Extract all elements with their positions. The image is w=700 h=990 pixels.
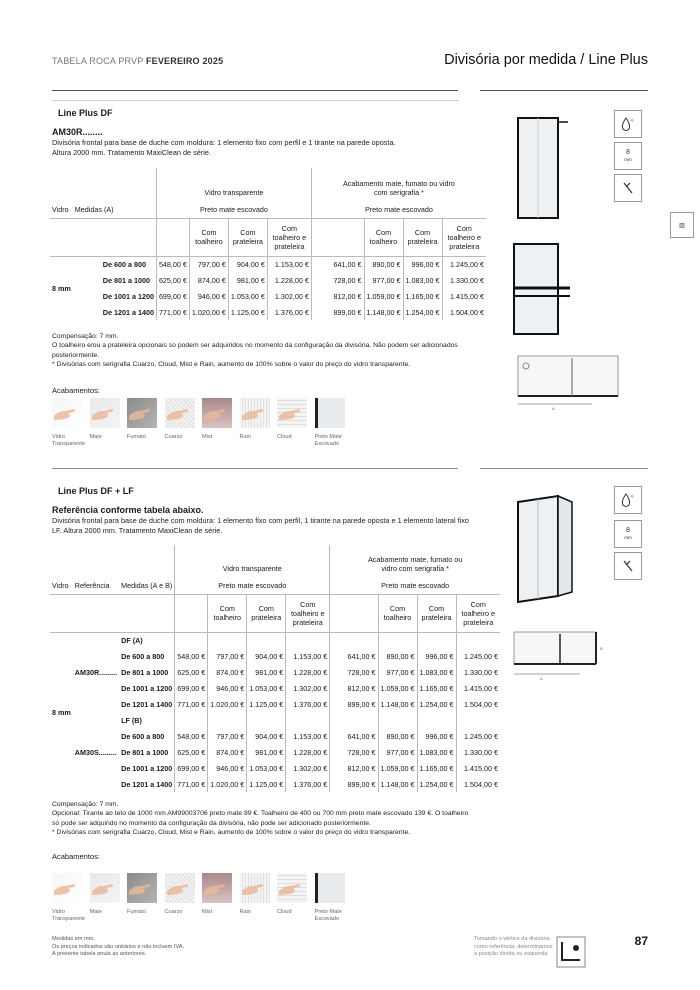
finish-swatch (165, 398, 195, 428)
col-toalheiro-2: Com toalheiro (378, 594, 417, 632)
col-vidro: Vidro (50, 202, 73, 218)
page-title: Divisória por medida / Line Plus (444, 52, 648, 68)
section1-acabamentos-label: Acabamentos: (52, 386, 100, 395)
finish-label (277, 909, 292, 916)
price-cell: 904,00 € (247, 728, 286, 744)
price-cell: 699,00 € (175, 760, 208, 776)
finish-swatch (240, 398, 270, 428)
finish-label (127, 434, 146, 441)
finish-label (240, 434, 252, 441)
finish-swatch (165, 873, 195, 903)
price-cell: 904,00 € (228, 256, 267, 272)
thickness-value: 8 (626, 149, 630, 156)
price-cell: 996,00 € (403, 256, 442, 272)
price-cell: 1.228,00 € (286, 664, 330, 680)
price-cell: 1.415,00 € (442, 288, 486, 304)
price-cell: 641,00 € (330, 728, 378, 744)
col-toalheiro-prateleira-2: Com toalheiro e prateleira (456, 594, 500, 632)
price-cell: 1.148,00 € (364, 304, 403, 320)
table-row (50, 304, 486, 320)
price-cell: 1.148,00 € (378, 696, 417, 712)
price-cell: 1.330,00 € (456, 664, 500, 680)
thickness-unit: mm (624, 157, 632, 162)
price-cell: 1.125,00 € (247, 696, 286, 712)
measure-range: De 1001 a 1200 (121, 763, 173, 773)
price-cell: 1.053,00 € (228, 288, 267, 304)
thickness-icon (614, 520, 642, 548)
price-cell: 1.059,00 € (378, 760, 417, 776)
price-cell: 699,00 € (175, 680, 208, 696)
finish-label-line: Vidro (52, 434, 65, 440)
plan-diagram-df (512, 352, 632, 412)
finish-swatch (127, 398, 157, 428)
finish-label (315, 909, 342, 923)
header-rule-right (480, 90, 648, 91)
finish-label-line: Cloud (277, 434, 292, 440)
table-row (50, 712, 500, 728)
price-cell: 1.083,00 € (417, 664, 456, 680)
note: Opcional: Tirante ao teto de 1000 mm AM99003706 preto mate 89 €. Toalheiro de 400 ou 700 mm preto mate escovado 139 €. O toalheiro só pode ser adquirido no momento da configuração da divisória, não pode ser adicionado posteriormente. (52, 810, 469, 827)
tab-marker-icon: ▥ (670, 212, 694, 238)
measure-range: De 1001 a 1200 (121, 683, 173, 693)
price-cell: 812,00 € (311, 288, 364, 304)
price-cell: 977,00 € (378, 664, 417, 680)
sub-preto-2: Preto mate escovado (330, 578, 500, 594)
finish-label-line: Rain (239, 434, 252, 440)
measure-range: De 1201 a 1400 (102, 307, 154, 317)
finish-label (202, 909, 212, 916)
page-number: 87 (634, 934, 648, 948)
svg-text:A: A (540, 676, 543, 681)
price-cell: 899,00 € (311, 304, 364, 320)
price-cell: 548,00 € (175, 648, 208, 664)
col-prateleira: Com prateleira (228, 218, 267, 256)
plan-diagram-df-lf (510, 630, 610, 682)
note: * Divisórias com serigrafia Cuarzo, Cloud, Mist e Rain, aumento de 100% sobre o valor do preço do vidro transparente. (52, 828, 411, 836)
price-cell: 1.053,00 € (247, 680, 286, 696)
finish-swatch (90, 873, 120, 903)
section2-description: Divisória frontal para base de duche com moldura: 1 elemento fixo com perfil, 1 tirante na parede oposta e 1 elemento lateral fixo LF. Altura 2000 mm. Tratamento MaxiClean de série. (52, 516, 469, 535)
measure-range: De 801 a 1000 (121, 667, 169, 677)
price-cell: 1.245,00 € (442, 256, 486, 272)
price-cell: 728,00 € (330, 744, 378, 760)
footer-line: Os preços indicados são unitários e não incluem IVA. (52, 943, 185, 950)
price-cell: 625,00 € (175, 664, 208, 680)
group-acabamento: Acabamento mate, fumato ou vidro com serigrafia * (330, 545, 500, 578)
note: O toalheiro e/ou a prateleira opcionais so podem ser adquiridos no momento da configuração da divisória. Não podem ser adicionados posteriormente. (52, 342, 458, 359)
finish-swatch (315, 873, 345, 903)
finish-label-line: Transparente (52, 441, 86, 447)
price-cell: 977,00 € (364, 272, 403, 288)
table-row (50, 632, 500, 648)
section2-model: Referência conforme tabela abaixo. (52, 505, 204, 515)
price-cell: 874,00 € (208, 744, 247, 760)
col-toalheiro-prateleira-2: Com toalheiro e prateleira (442, 218, 486, 256)
finish-label (202, 434, 212, 441)
price-cell: 1.228,00 € (286, 744, 330, 760)
price-cell: 641,00 € (311, 256, 364, 272)
price-cell: 981,00 € (228, 272, 267, 288)
finish-label-line: Vidro (52, 909, 65, 915)
price-cell: 1.330,00 € (456, 744, 500, 760)
finish-label-line: Transparente (52, 916, 86, 922)
price-cell: 1.376,00 € (267, 304, 311, 320)
finish-label (90, 434, 102, 441)
sub-preto-2: Preto mate escovado (311, 202, 486, 218)
price-cell: 1.376,00 € (286, 696, 330, 712)
group-acabamento: Acabamento mate, fumato ou vidro com serigrafia * (311, 168, 486, 202)
measure-range: De 1201 a 1400 (121, 779, 173, 789)
finish-label-line: Mate (89, 434, 102, 440)
col-prateleira-2: Com prateleira (417, 594, 456, 632)
price-cell: 1.083,00 € (417, 744, 456, 760)
footer-hint: Tomando o vértice da divisória como referência, determinamos a posição direita ou esquerda (474, 936, 553, 957)
vidro-thickness: 8 mm (52, 283, 71, 293)
product-image-df-2 (508, 238, 578, 338)
section1-price-table (50, 168, 486, 320)
finish-label (277, 434, 292, 441)
svg-text:A: A (552, 406, 555, 411)
price-cell: 625,00 € (156, 272, 189, 288)
shower-tool-icon (614, 174, 642, 202)
price-cell: 874,00 € (208, 664, 247, 680)
price-cell: 1.245,00 € (456, 648, 500, 664)
measure-range: De 600 a 800 (121, 731, 165, 741)
group-label: DF (A) (121, 635, 143, 645)
sep (52, 100, 458, 101)
price-cell: 1.165,00 € (417, 680, 456, 696)
finish-label (165, 909, 183, 916)
finish-label-line: Rain (239, 909, 252, 915)
price-cell: 981,00 € (247, 744, 286, 760)
finish-label (165, 434, 183, 441)
price-cell: 1.148,00 € (378, 776, 417, 792)
price-cell: 890,00 € (364, 256, 403, 272)
finish-label (240, 909, 252, 916)
section1-notes (52, 332, 472, 369)
price-cell: 1.504,00 € (456, 776, 500, 792)
price-cell: 771,00 € (156, 304, 189, 320)
section1-model: AM30R........ (52, 127, 103, 137)
price-cell: 812,00 € (330, 760, 378, 776)
price-cell: 996,00 € (417, 728, 456, 744)
price-cell: 548,00 € (175, 728, 208, 744)
col-prateleira-2: Com prateleira (403, 218, 442, 256)
price-cell: 890,00 € (378, 648, 417, 664)
reference-code: AM30S......... (74, 747, 117, 757)
finish-swatch (127, 873, 157, 903)
price-cell: 946,00 € (208, 760, 247, 776)
finish-label-line: Cuarzo (164, 909, 183, 915)
price-cell: 1.254,00 € (417, 776, 456, 792)
price-cell: 771,00 € (175, 776, 208, 792)
price-cell: 1.059,00 € (378, 680, 417, 696)
col-vidro: Vidro (50, 578, 73, 594)
price-cell: 996,00 € (417, 648, 456, 664)
measure-range: De 801 a 1000 (121, 747, 169, 757)
water-drop-icon (614, 486, 642, 514)
price-cell: 1.254,00 € (403, 304, 442, 320)
finish-label (52, 909, 85, 923)
section1-title: Line Plus DF (58, 108, 113, 118)
price-cell: 728,00 € (330, 664, 378, 680)
col-medidas: Medidas (A) (73, 202, 157, 218)
price-cell: 899,00 € (330, 696, 378, 712)
price-cell: 1.302,00 € (267, 288, 311, 304)
product-image-df-1 (510, 112, 570, 222)
measure-range: De 600 a 800 (121, 651, 165, 661)
measure-range: De 801 a 1000 (102, 275, 150, 285)
table-row (50, 288, 486, 304)
price-cell: 1.020,00 € (208, 696, 247, 712)
finish-swatch (202, 398, 232, 428)
group-label: LF (B) (121, 715, 142, 725)
col-toalheiro-2: Com toalheiro (364, 218, 403, 256)
price-cell: 899,00 € (330, 776, 378, 792)
price-cell: 548,00 € (156, 256, 189, 272)
col-referencia: Referência (73, 578, 119, 594)
svg-text:✧: ✧ (630, 118, 635, 124)
finish-label-line: Preto Mate (314, 434, 342, 440)
header-prefix: TABELA ROCA PRVP FEVEREIRO 2025 (52, 56, 224, 66)
price-cell: 1.020,00 € (208, 776, 247, 792)
finish-label (52, 434, 85, 448)
price-cell: 625,00 € (175, 744, 208, 760)
table-row (50, 256, 486, 272)
finish-label-line: Escovado (314, 441, 340, 447)
price-cell: 641,00 € (330, 648, 378, 664)
finish-label-line: Escovado (314, 916, 340, 922)
header-rule (52, 90, 458, 91)
finish-swatch (52, 873, 82, 903)
price-cell: 1.083,00 € (403, 272, 442, 288)
reference-code: AM30R......... (74, 667, 118, 677)
corner-reference-icon (556, 936, 586, 968)
price-cell: 1.415,00 € (456, 680, 500, 696)
price-cell: 946,00 € (189, 288, 228, 304)
price-cell: 1.302,00 € (286, 680, 330, 696)
group-vidro-transparente: Vidro transparente (175, 545, 330, 578)
footer-notes (52, 936, 184, 959)
sep (52, 468, 458, 469)
price-cell: 1.020,00 € (189, 304, 228, 320)
price-cell: 946,00 € (208, 680, 247, 696)
price-cell: 1.165,00 € (403, 288, 442, 304)
thickness-icon (614, 142, 642, 170)
price-cell: 797,00 € (208, 728, 247, 744)
price-cell: 981,00 € (247, 664, 286, 680)
finish-label (127, 909, 146, 916)
price-cell: 1.376,00 € (286, 776, 330, 792)
col-toalheiro: Com toalheiro (208, 594, 247, 632)
price-cell: 797,00 € (208, 648, 247, 664)
note: Compensação: 7 mm. (52, 333, 119, 340)
price-cell: 1.125,00 € (228, 304, 267, 320)
svg-text:✧: ✧ (630, 494, 635, 500)
note: Compensação: 7 mm. (52, 801, 119, 808)
table-row (50, 272, 486, 288)
price-cell: 1.059,00 € (364, 288, 403, 304)
price-cell: 1.302,00 € (286, 760, 330, 776)
price-cell: 1.254,00 € (417, 696, 456, 712)
col-prateleira: Com prateleira (247, 594, 286, 632)
col-toalheiro: Com toalheiro (189, 218, 228, 256)
price-cell: 874,00 € (189, 272, 228, 288)
price-cell: 890,00 € (378, 728, 417, 744)
price-cell: 977,00 € (378, 744, 417, 760)
note: * Divisórias com serigrafia Cuarzo, Cloud, Mist e Rain, aumento de 100% sobre o valor do preço do vidro transparente. (52, 360, 411, 368)
price-cell: 812,00 € (330, 680, 378, 696)
price-cell: 699,00 € (156, 288, 189, 304)
col-medidas: Medidas (A e B) (119, 578, 175, 594)
price-cell: 1.330,00 € (442, 272, 486, 288)
col-toalheiro-prateleira: Com toalheiro e prateleira (286, 594, 330, 632)
footer-line: Medidas em mm. (52, 936, 95, 942)
thickness-value: 8 (626, 527, 630, 534)
group-vidro-transparente: Vidro transparente (156, 168, 311, 202)
finish-swatch (315, 398, 345, 428)
sep (480, 468, 648, 469)
thickness-unit: mm (624, 535, 632, 540)
section2-title: Line Plus DF + LF (58, 486, 134, 496)
measure-range: De 600 a 800 (102, 259, 146, 269)
price-cell: 797,00 € (189, 256, 228, 272)
finish-swatch (52, 398, 82, 428)
price-cell: 1.165,00 € (417, 760, 456, 776)
price-cell: 904,00 € (247, 648, 286, 664)
finish-swatch (90, 398, 120, 428)
price-cell: 1.245,00 € (456, 728, 500, 744)
measure-range: De 1201 a 1400 (121, 699, 173, 709)
col-toalheiro-prateleira: Com toalheiro e prateleira (267, 218, 311, 256)
price-cell: 1.228,00 € (267, 272, 311, 288)
price-cell: 1.153,00 € (286, 648, 330, 664)
vidro-thickness: 8 mm (52, 707, 71, 717)
finish-label (315, 434, 342, 448)
finish-label-line: Mate (89, 909, 102, 915)
finish-label-line: Fumato (127, 909, 146, 915)
finish-swatch (277, 873, 307, 903)
price-cell: 1.053,00 € (247, 760, 286, 776)
product-image-df-lf (508, 492, 578, 607)
section2-acabamentos-label: Acabamentos: (52, 852, 100, 861)
price-cell: 1.504,00 € (442, 304, 486, 320)
section2-notes (52, 800, 472, 837)
footer-line: A presente tabela anula as anteriores. (52, 951, 147, 957)
price-cell: 1.153,00 € (286, 728, 330, 744)
finish-swatch (277, 398, 307, 428)
price-cell: 1.153,00 € (267, 256, 311, 272)
svg-text:B: B (600, 646, 603, 651)
price-cell: 728,00 € (311, 272, 364, 288)
water-drop-icon (614, 110, 642, 138)
finish-swatch (202, 873, 232, 903)
finish-label-line: Fumato (127, 434, 146, 440)
finish-swatch (240, 873, 270, 903)
measure-range: De 1001 a 1200 (102, 291, 154, 301)
shower-tool-icon (614, 552, 642, 580)
price-cell: 1.125,00 € (247, 776, 286, 792)
finish-label-line: Mist (202, 909, 213, 915)
finish-label-line: Mist (202, 434, 213, 440)
finish-label-line: Cuarzo (164, 434, 183, 440)
price-cell: 1.504,00 € (456, 696, 500, 712)
section1-description: Divisória frontal para base de duche com moldura: 1 elemento fixo com perfil e 1 tirante na parede oposta. Altura 2000 mm. Tratamento MaxiClean de série. (52, 138, 396, 157)
finish-label (90, 909, 102, 916)
price-cell: 771,00 € (175, 696, 208, 712)
sub-preto-1: Preto mate escovado (175, 578, 330, 594)
sub-preto-1: Preto mate escovado (156, 202, 311, 218)
section2-price-table (50, 545, 500, 792)
price-cell: 1.415,00 € (456, 760, 500, 776)
finish-label-line: Preto Mate (314, 909, 342, 915)
finish-label-line: Cloud (277, 909, 292, 915)
